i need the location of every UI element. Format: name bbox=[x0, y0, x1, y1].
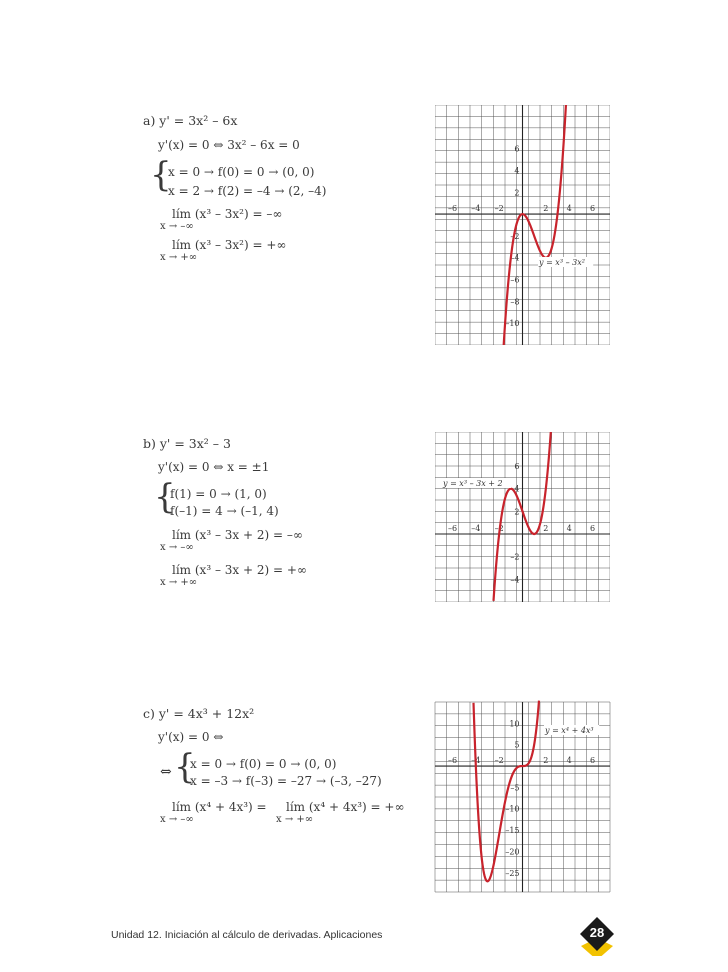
y-tick-label: –2 bbox=[510, 552, 520, 562]
section-c-case-1: x = 0 → f(0) = 0 → (0, 0) bbox=[190, 757, 337, 771]
section-a-limit-minus: lím (x³ – 3x²) = –∞ bbox=[172, 207, 283, 221]
section-a-heading: a) y' = 3x² – 6x bbox=[143, 113, 238, 128]
section-c-brace: { bbox=[174, 747, 196, 787]
section-a-limit-plus-sub: x → +∞ bbox=[160, 252, 198, 263]
y-tick-label: 6 bbox=[514, 144, 520, 154]
x-tick-label: 2 bbox=[543, 204, 549, 214]
y-tick-label: –5 bbox=[510, 783, 520, 793]
section-b-limit-plus: lím (x³ – 3x + 2) = +∞ bbox=[172, 563, 307, 577]
x-tick-label: –6 bbox=[447, 756, 458, 766]
section-b-case-2: f(–1) = 4 → (–1, 4) bbox=[170, 504, 279, 518]
section-b-limit-minus: lím (x³ – 3x + 2) = –∞ bbox=[172, 528, 303, 542]
curve-label: y = x⁴ + 4x³ bbox=[545, 726, 594, 735]
footer-unit-title: Unidad 12. Iniciación al cálculo de derivadas. Aplicaciones bbox=[111, 929, 383, 941]
x-tick-label: –4 bbox=[471, 756, 481, 766]
section-b-derivative-zero: y'(x) = 0 ⇔ x = ±1 bbox=[158, 460, 270, 474]
section-a-brace: { bbox=[150, 155, 172, 195]
y-tick-label: –6 bbox=[510, 275, 520, 285]
section-a-limit-plus: lím (x³ – 3x²) = +∞ bbox=[172, 238, 287, 252]
graph-c bbox=[435, 702, 610, 892]
y-tick-label: –2 bbox=[510, 231, 520, 241]
section-c-limit-plus: lím (x⁴ + 4x³) = +∞ bbox=[286, 800, 405, 814]
x-tick-label: 4 bbox=[566, 524, 572, 533]
y-tick-label: 4 bbox=[514, 484, 520, 494]
y-tick-label: –4 bbox=[510, 575, 520, 585]
x-tick-label: –6 bbox=[447, 204, 458, 214]
section-a-case-1: x = 0 → f(0) = 0 → (0, 0) bbox=[168, 165, 315, 179]
y-tick-label: –8 bbox=[510, 297, 520, 307]
section-b-brace: { bbox=[154, 477, 176, 517]
y-tick-label: 2 bbox=[514, 188, 520, 198]
curve-label: y = x³ – 3x + 2 bbox=[443, 479, 503, 488]
x-tick-label: 2 bbox=[543, 756, 549, 766]
section-c-equivalence: ⇔ bbox=[160, 764, 172, 780]
y-tick-label: –10 bbox=[505, 319, 520, 329]
y-tick-label: –25 bbox=[505, 868, 520, 878]
x-tick-label: 6 bbox=[589, 524, 596, 533]
page-number: 28 bbox=[589, 925, 605, 940]
section-b-heading: b) y' = 3x² – 3 bbox=[143, 436, 231, 451]
x-tick-label: 2 bbox=[543, 524, 549, 533]
x-tick-label: –2 bbox=[494, 524, 504, 533]
section-c-heading: c) y' = 4x³ + 12x² bbox=[143, 706, 255, 721]
y-tick-label: –10 bbox=[505, 804, 520, 814]
x-tick-label: 4 bbox=[566, 204, 572, 214]
y-tick-label: 4 bbox=[514, 166, 520, 176]
section-b-limit-plus-sub: x → +∞ bbox=[160, 577, 198, 588]
section-c-derivative-zero: y'(x) = 0 ⇔ bbox=[158, 730, 224, 744]
graph-a bbox=[435, 105, 610, 345]
section-c-limit-minus: lím (x⁴ + 4x³) = bbox=[172, 800, 267, 814]
x-tick-label: 6 bbox=[589, 756, 596, 766]
x-tick-label: 6 bbox=[589, 204, 596, 214]
x-tick-label: –2 bbox=[494, 204, 504, 214]
curve-label: y = x³ – 3x² bbox=[539, 258, 585, 267]
y-tick-label: 10 bbox=[509, 719, 520, 729]
section-c-limit-plus-sub: x → +∞ bbox=[276, 814, 314, 825]
x-tick-label: –4 bbox=[471, 204, 481, 214]
y-tick-label: –20 bbox=[505, 847, 520, 857]
x-tick-label: –6 bbox=[447, 524, 458, 533]
section-c-limit-minus-sub: x → –∞ bbox=[160, 814, 194, 825]
x-tick-label: 4 bbox=[566, 756, 572, 766]
section-c-case-2: x = –3 → f(–3) = –27 → (–3, –27) bbox=[190, 774, 382, 788]
section-a-case-2: x = 2 → f(2) = –4 → (2, –4) bbox=[168, 184, 327, 198]
curve-series bbox=[504, 105, 567, 345]
x-tick-label: –2 bbox=[494, 756, 504, 766]
y-tick-label: –15 bbox=[505, 826, 520, 836]
y-tick-label: 2 bbox=[514, 507, 520, 517]
section-b-case-1: f(1) = 0 → (1, 0) bbox=[170, 487, 267, 501]
y-tick-label: –4 bbox=[510, 253, 520, 263]
section-a-limit-minus-sub: x → –∞ bbox=[160, 221, 194, 232]
y-tick-label: 5 bbox=[514, 740, 520, 750]
y-tick-label: 6 bbox=[514, 462, 520, 471]
section-a-derivative-zero: y'(x) = 0 ⇔ 3x² – 6x = 0 bbox=[158, 138, 300, 152]
x-tick-label: –4 bbox=[471, 524, 481, 533]
section-b-limit-minus-sub: x → –∞ bbox=[160, 542, 194, 553]
graph-b bbox=[435, 432, 610, 602]
